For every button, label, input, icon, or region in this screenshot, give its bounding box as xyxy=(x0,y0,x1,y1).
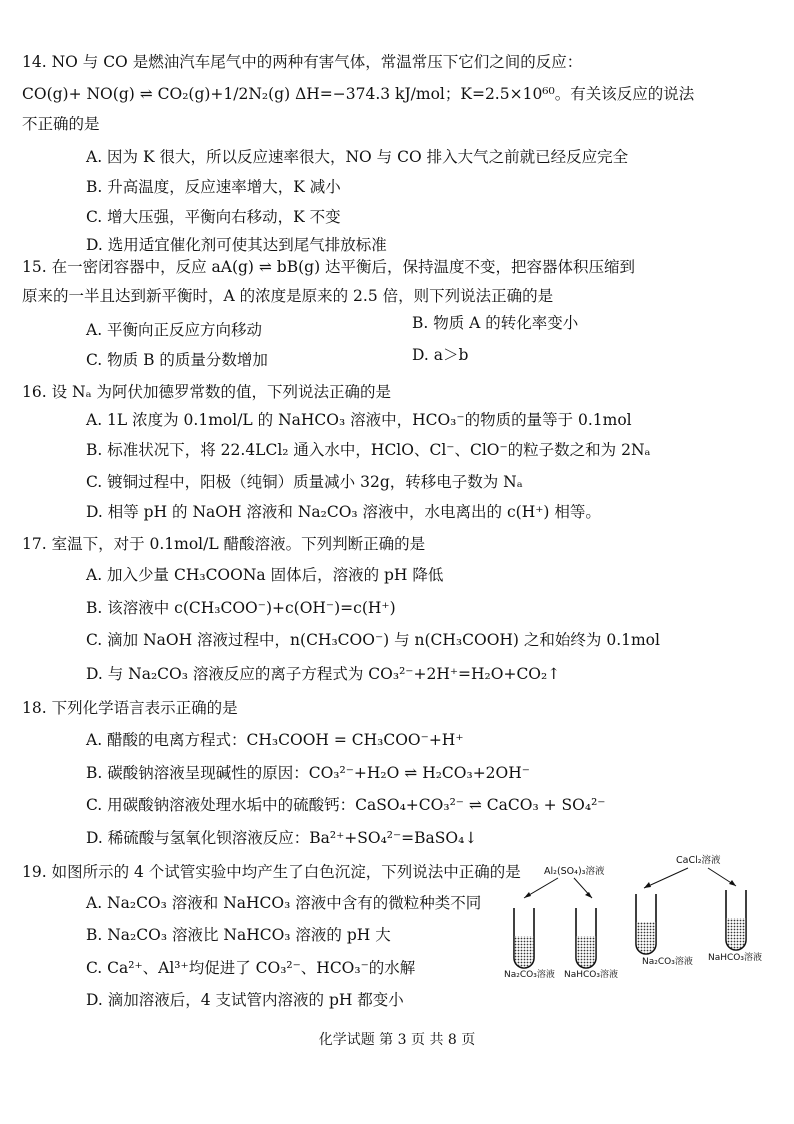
q17-option-b: B. 该溶液中 c(CH₃COO⁻)+c(OH⁻)=c(H⁺) xyxy=(86,599,396,617)
q14-stem-line2: CO(g)+ NO(g) ⇌ CO₂(g)+1/2N₂(g) ΔH=−374.3 kJ/mol；K=2.5×10⁶⁰。有关该反应的说法 xyxy=(22,85,695,103)
q16-option-a: A. 1L 浓度为 0.1mol/L 的 NaHCO₃ 溶液中，HCO₃⁻的物质的量等于 0.1mol xyxy=(86,411,632,429)
q15-stem-line2: 原来的一半且达到新平衡时，A 的浓度是原来的 2.5 倍，则下列说法正确的是 xyxy=(22,287,554,305)
q16-option-d: D. 相等 pH 的 NaOH 溶液和 Na₂CO₃ 溶液中，水电离出的 c(H⁺) 相等。 xyxy=(86,503,601,521)
q18-option-c: C. 用碳酸钠溶液处理水垢中的硫酸钙：CaSO₄+CO₃²⁻ ⇌ CaCO₃ + SO₄²⁻ xyxy=(86,796,606,814)
q17-option-c: C. 滴加 NaOH 溶液过程中，n(CH₃COO⁻) 与 n(CH₃COOH) 之和始终为 0.1mol xyxy=(86,631,660,649)
q14-option-b: B. 升高温度，反应速率增大，K 减小 xyxy=(86,178,341,196)
tube-1-label: Na₂CO₃溶液 xyxy=(504,970,555,980)
right-arrow-1 xyxy=(644,868,688,888)
q15-stem-line1: 15. 在一密闭容器中，反应 aA(g) ⇌ bB(g) 达平衡后，保持温度不变，把容器体积压缩到 xyxy=(22,258,636,276)
left-reagent-label: Al₂(SO₄)₃溶液 xyxy=(544,866,605,877)
q17-stem: 17. 室温下，对于 0.1mol/L 醋酸溶液。下列判断正确的是 xyxy=(22,535,426,553)
q18-option-d: D. 稀硫酸与氢氧化钡溶液反应：Ba²⁺+SO₄²⁻=BaSO₄↓ xyxy=(86,829,478,847)
q18-stem: 18. 下列化学语言表示正确的是 xyxy=(22,699,238,717)
q15-option-b: B. 物质 A 的转化率变小 xyxy=(412,314,579,332)
test-tube-figure xyxy=(496,850,786,980)
right-reagent-label: CaCl₂溶液 xyxy=(676,855,721,866)
q18-option-a: A. 醋酸的电离方程式：CH₃COOH = CH₃COO⁻+H⁺ xyxy=(86,731,464,749)
q18-option-b: B. 碳酸钠溶液呈现碱性的原因：CO₃²⁻+H₂O ⇌ H₂CO₃+2OH⁻ xyxy=(86,764,530,782)
q14-stem-line1: 14. NO 与 CO 是燃油汽车尾气中的两种有害气体，常温常压下它们之间的反应： xyxy=(22,53,583,71)
q19-option-d: D. 滴加溶液后，4 支试管内溶液的 pH 都变小 xyxy=(86,991,404,1009)
q17-option-d: D. 与 Na₂CO₃ 溶液反应的离子方程式为 CO₃²⁻+2H⁺=H₂O+CO₂↑ xyxy=(86,665,561,683)
tube-3-label: Na₂CO₃溶液 xyxy=(642,957,693,967)
tube-2-label: NaHCO₃溶液 xyxy=(564,970,618,980)
q19-stem: 19. 如图所示的 4 个试管实验中均产生了白色沉淀，下列说法中正确的是 xyxy=(22,863,521,881)
q14-stem-line3: 不正确的是 xyxy=(22,115,100,133)
q16-stem: 16. 设 Nₐ 为阿伏加德罗常数的值，下列说法正确的是 xyxy=(22,383,391,401)
test-tube-1 xyxy=(514,908,534,968)
q16-option-c: C. 镀铜过程中，阳极（纯铜）质量减小 32g，转移电子数为 Nₐ xyxy=(86,473,523,491)
q17-option-a: A. 加入少量 CH₃COONa 固体后，溶液的 pH 降低 xyxy=(86,566,444,584)
q14-option-d: D. 选用适宜催化剂可使其达到尾气排放标准 xyxy=(86,236,387,254)
test-tube-4 xyxy=(726,890,746,950)
tube-4-label: NaHCO₃溶液 xyxy=(708,953,762,963)
q19-option-a: A. Na₂CO₃ 溶液和 NaHCO₃ 溶液中含有的微粒种类不同 xyxy=(86,894,482,912)
q14-option-a: A. 因为 K 很大，所以反应速率很大，NO 与 CO 排入大气之前就已经反应完全 xyxy=(86,148,629,166)
test-tube-3 xyxy=(636,894,656,954)
q19-option-c: C. Ca²⁺、Al³⁺均促进了 CO₃²⁻、HCO₃⁻的水解 xyxy=(86,959,416,977)
q15-option-d: D. a＞b xyxy=(412,346,469,364)
test-tube-2 xyxy=(576,908,596,968)
q16-option-b: B. 标准状况下，将 22.4LCl₂ 通入水中，HClO、Cl⁻、ClO⁻的粒子数之和为 2Nₐ xyxy=(86,441,651,459)
q15-option-a: A. 平衡向正反应方向移动 xyxy=(86,321,263,339)
page-footer: 化学试题 第 3 页 共 8 页 xyxy=(318,1032,476,1048)
q15-option-c: C. 物质 B 的质量分数增加 xyxy=(86,351,268,369)
q14-option-c: C. 增大压强，平衡向右移动，K 不变 xyxy=(86,208,341,226)
q19-option-b: B. Na₂CO₃ 溶液比 NaHCO₃ 溶液的 pH 大 xyxy=(86,926,391,944)
